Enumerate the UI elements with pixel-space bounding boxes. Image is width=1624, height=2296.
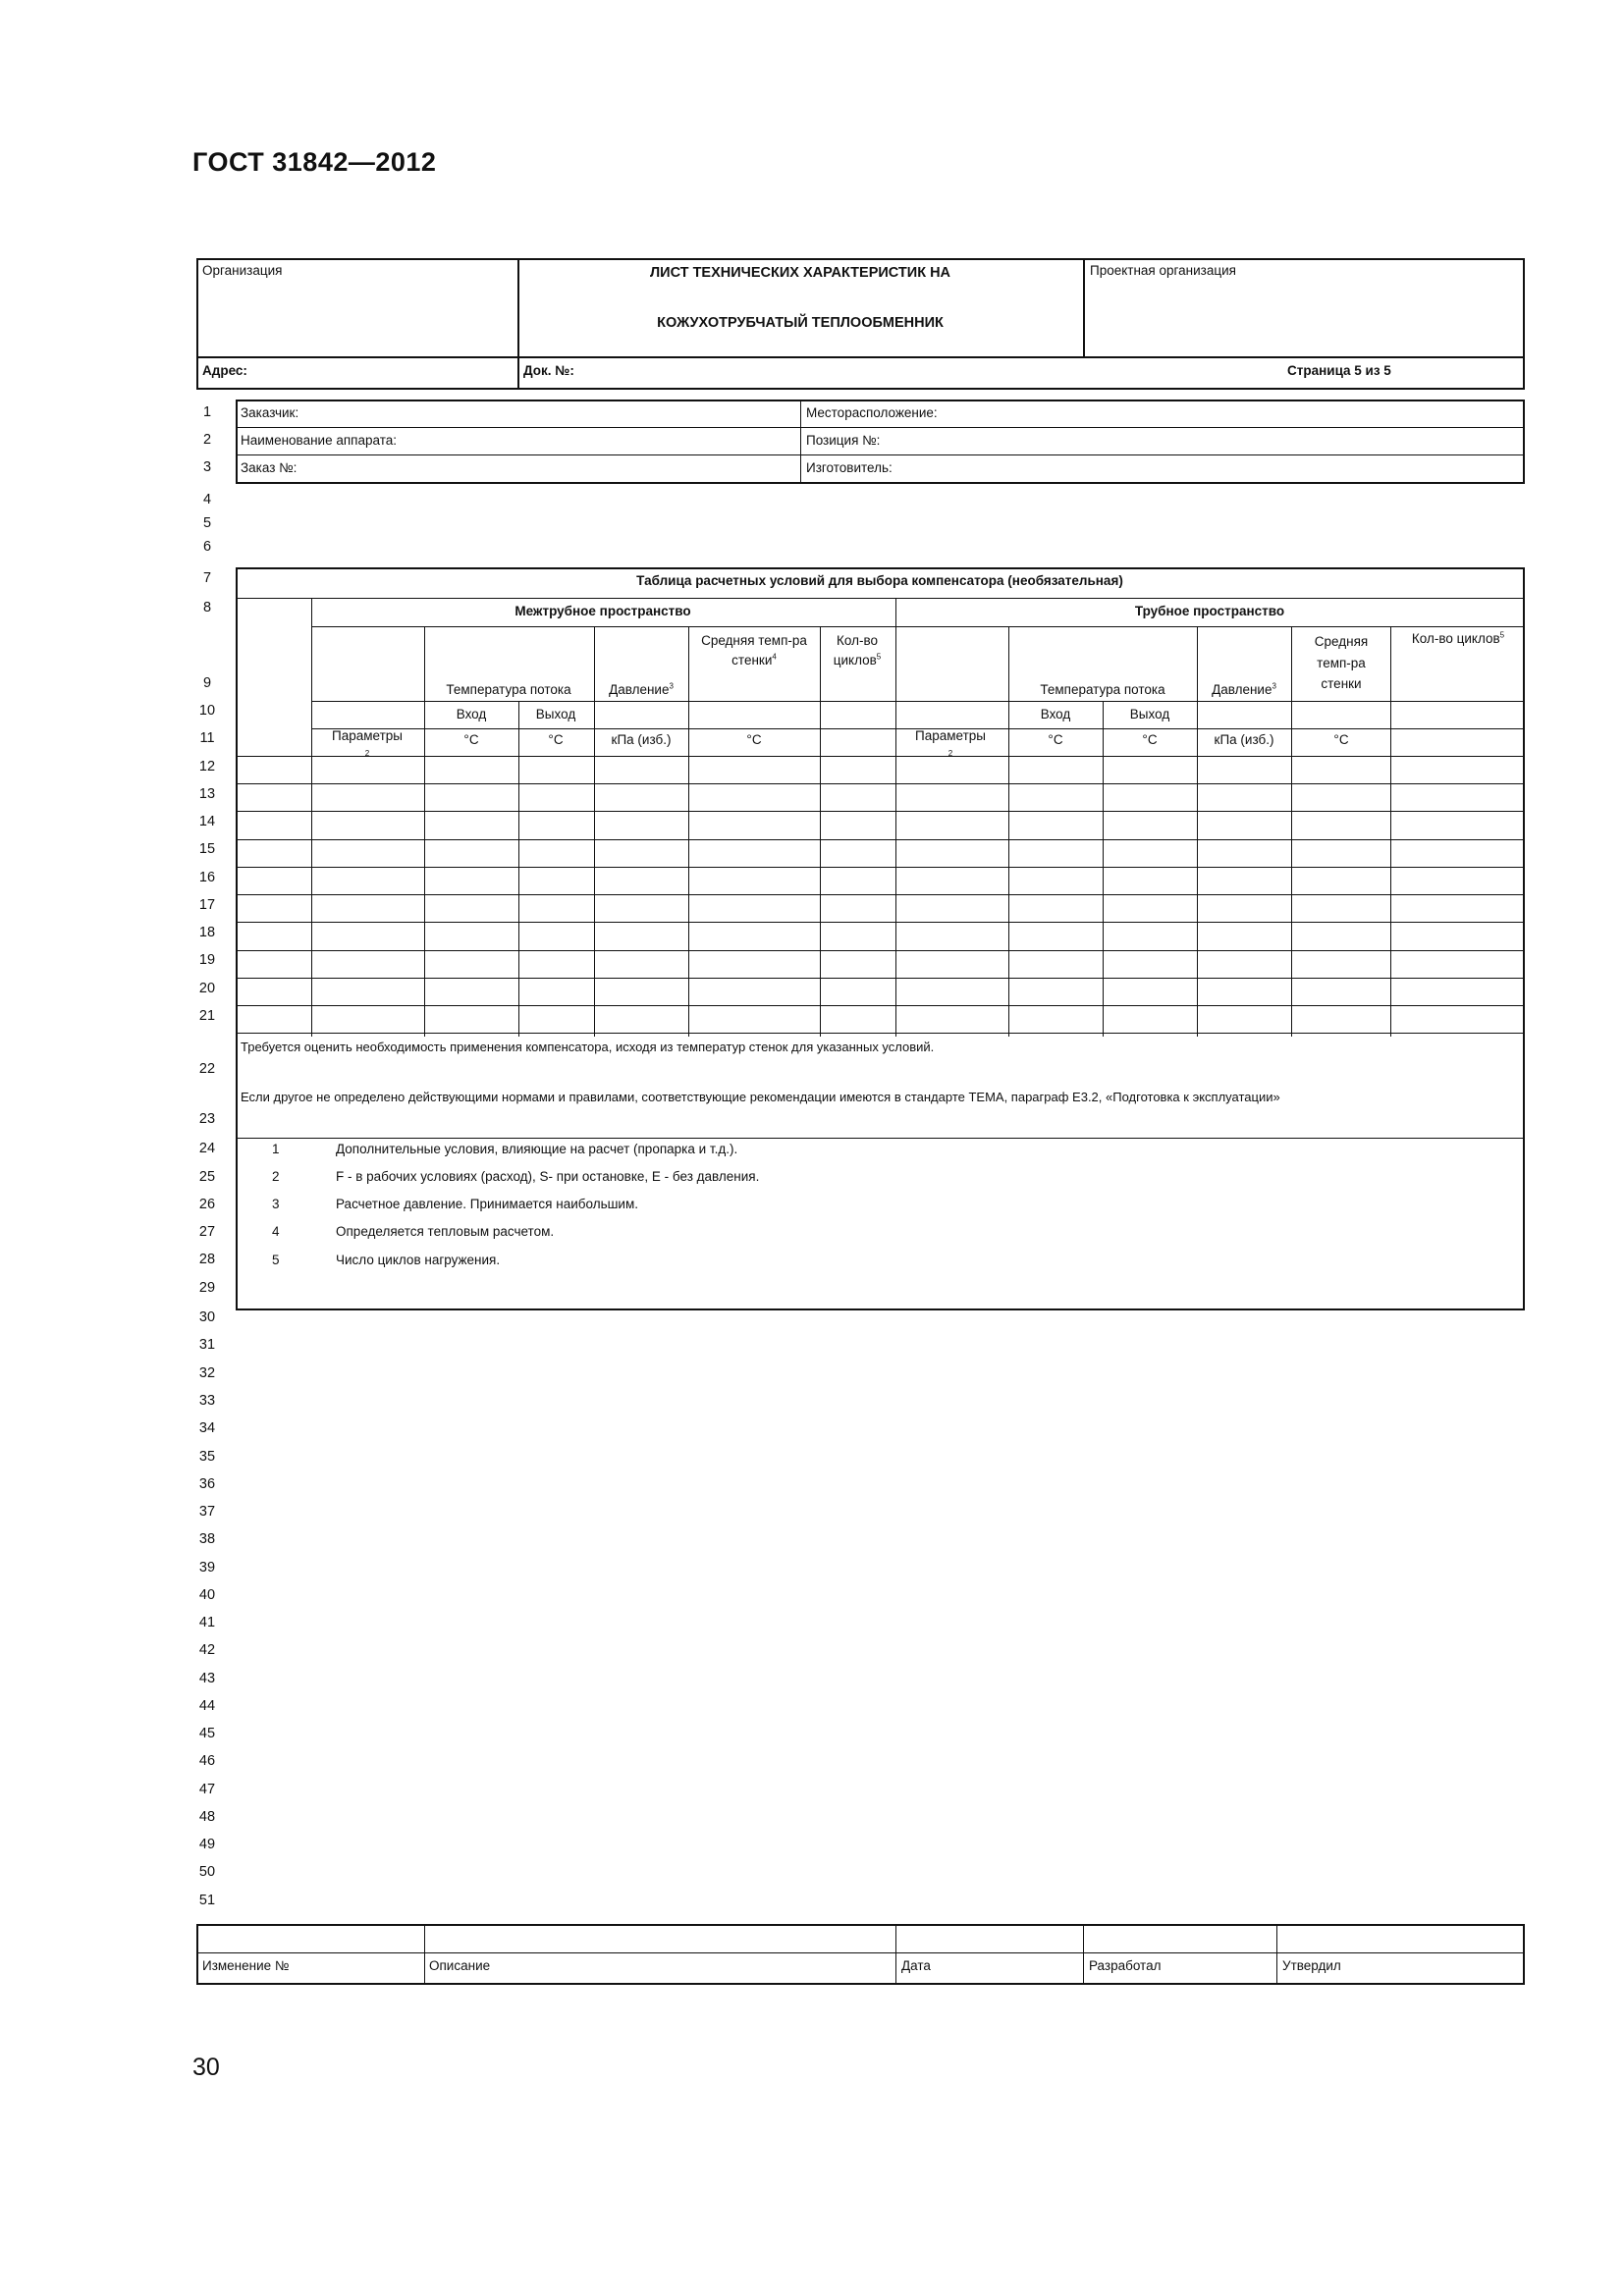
line-number: 37 [198,1504,216,1520]
line-number: 43 [198,1671,216,1686]
line-number: 8 [202,600,212,615]
unit-celsius: °C [1333,732,1349,747]
shell-parameters: Параметры 2 [332,728,403,759]
revision-table-line [1276,1925,1277,1984]
tube-outlet: Выход [1129,707,1170,721]
shell-cycles: Кол-во циклов$^5$ [833,633,882,668]
tube-avg-wall-temp: Средняя темп-ра стенки [1314,634,1369,692]
line-number: 51 [198,1893,216,1908]
location-label: Месторасположение: [806,405,938,420]
line-number: 11 [199,730,215,746]
footnote-number: 4 [272,1224,280,1239]
calc-table-line [237,756,1524,757]
organization-label: Организация [202,263,283,278]
tube-cycles: Кол-во циклов$^5$ [1411,630,1505,646]
footnote-number: 3 [272,1197,280,1211]
line-number: 23 [198,1111,216,1127]
calc-table-line [237,839,1524,840]
calc-note-line1: Требуется оценить необходимость применения компенсатора, исходя из температур стенок для указанных условий. [241,1040,935,1054]
design-organization-label: Проектная организация [1090,263,1236,278]
revision-table-line [1083,1925,1084,1984]
calc-table-line [311,701,1524,702]
calc-table-line [237,598,1524,599]
line-number: 27 [198,1224,216,1240]
page-of-label: Страница 5 из 5 [1287,363,1391,378]
line-number: 31 [198,1337,216,1353]
line-number: 29 [198,1280,216,1296]
unit-kpa: кПа (изб.) [1214,732,1274,747]
header-divider [1083,259,1085,357]
line-number: 7 [202,570,212,586]
doc-number-label: Док. №: [523,363,574,378]
shell-pressure: Давление$^3$ [609,681,674,697]
revision-table-line [424,1925,425,1984]
line-number: 36 [198,1476,216,1492]
line-number: 46 [198,1753,216,1769]
line-number: 20 [198,981,216,996]
footnote-text: F - в рабочих условиях (расход), S- при остановке, Е - без давления. [336,1169,760,1184]
order-label: Заказ №: [241,460,298,475]
calc-table-line [237,894,1524,895]
line-number: 10 [198,703,216,719]
line-number: 41 [198,1615,216,1630]
unit-celsius: °C [1142,732,1158,747]
unit-celsius: °C [1048,732,1063,747]
calc-table-line [895,598,896,1037]
position-label: Позиция №: [806,433,881,448]
customer-label: Заказчик: [241,405,299,420]
calc-table-line [1390,626,1391,1037]
calc-table-line [237,1138,1524,1139]
calc-table-title: Таблица расчетных условий для выбора компенсатора (необязательная) [636,573,1123,588]
line-number: 1 [202,404,212,420]
line-number: 39 [198,1560,216,1575]
footnote-text: Число циклов нагружения. [336,1253,501,1267]
line-number: 34 [198,1420,216,1436]
calc-table-line [820,626,821,1037]
revision-table-line [197,1952,1524,1953]
tube-flow-temperature: Температура потока [1040,682,1165,697]
calc-table-line [311,598,312,1037]
apparatus-name-label: Наименование аппарата: [241,433,397,448]
line-number: 49 [198,1837,216,1852]
info-divider [237,427,1524,428]
line-number: 24 [198,1141,216,1156]
address-label: Адрес: [202,363,247,378]
line-number: 9 [202,675,212,691]
line-number: 50 [198,1864,216,1880]
tube-parameters: Параметры 2 [915,728,986,759]
line-number: 14 [198,814,216,829]
calc-table-line [518,701,519,1037]
shell-outlet: Выход [535,707,576,721]
line-number: 48 [198,1809,216,1825]
line-number: 19 [198,952,216,968]
line-number: 32 [198,1365,216,1381]
calc-table-line [237,1005,1524,1006]
info-divider [237,454,1524,455]
calc-note-line2: Если другое не определено действующими нормами и правилами, соответствующие рекомендации имеются в стандарте ТЕМА, параграф Е3.2, «Подготовка к эксплуатации» [241,1090,1280,1104]
line-number: 42 [198,1642,216,1658]
calc-table-line [237,867,1524,868]
line-number: 26 [198,1197,216,1212]
calc-table-line [424,626,425,1037]
shell-flow-temperature: Температура потока [446,682,571,697]
line-number: 25 [198,1169,216,1185]
line-number: 22 [198,1061,216,1077]
approved-label: Утвердил [1282,1958,1341,1973]
date-label: Дата [901,1958,931,1973]
footnote-number: 1 [272,1142,280,1156]
line-number: 13 [198,786,216,802]
developed-label: Разработал [1089,1958,1162,1973]
calc-table-line [237,922,1524,923]
line-number: 44 [198,1698,216,1714]
calc-table-line [237,811,1524,812]
line-number: 5 [202,515,212,531]
header-divider [517,259,519,389]
shell-inlet: Вход [456,707,487,721]
unit-celsius: °C [463,732,479,747]
calc-table-line [688,626,689,1037]
info-divider [800,400,801,483]
line-number: 15 [198,841,216,857]
line-number: 21 [198,1008,216,1024]
calc-table-line [594,626,595,1037]
tube-inlet: Вход [1040,707,1071,721]
calc-table-line [1291,626,1292,1037]
shell-avg-wall-temp: Средняя темп-ра стенки$^4$ [701,633,807,668]
line-number: 4 [202,492,212,507]
line-number: 18 [198,925,216,940]
header-divider [197,356,1524,358]
tube-pressure: Давление$^3$ [1212,681,1276,697]
unit-kpa: кПа (изб.) [611,732,672,747]
manufacturer-label: Изготовитель: [806,460,893,475]
sheet-title-line2: КОЖУХОТРУБЧАТЫЙ ТЕПЛООБМЕННИК [657,315,944,331]
line-number: 38 [198,1531,216,1547]
calc-table-line [1008,626,1009,1037]
calc-table-line [237,1033,1524,1034]
footnote-number: 2 [272,1169,280,1184]
description-label: Описание [429,1958,491,1973]
unit-celsius: °C [548,732,564,747]
calc-table-line [237,950,1524,951]
line-number: 30 [198,1309,216,1325]
line-number: 17 [198,897,216,913]
tube-side-header: Трубное пространство [1134,604,1285,618]
calc-table-line [237,978,1524,979]
revision-table [196,1924,1525,1985]
footnote-text: Расчетное давление. Принимается наибольшим. [336,1197,639,1211]
line-number: 2 [202,432,212,448]
line-number: 6 [202,539,212,555]
line-number: 28 [198,1252,216,1267]
line-number: 33 [198,1393,216,1409]
line-number: 47 [198,1782,216,1797]
unit-celsius: °C [746,732,762,747]
line-number: 16 [198,870,216,885]
footnote-number: 5 [272,1253,280,1267]
line-number: 45 [198,1726,216,1741]
calc-table-line [237,783,1524,784]
footnote-text: Дополнительные условия, влияющие на расчет (пропарка и т.д.). [336,1142,738,1156]
calc-table-line [1103,701,1104,1037]
line-number: 3 [202,459,212,475]
sheet-title-line1: ЛИСТ ТЕХНИЧЕСКИХ ХАРАКТЕРИСТИК НА [649,265,951,281]
calc-table-line [311,626,1524,627]
line-number: 35 [198,1449,216,1465]
line-number: 12 [198,759,216,774]
shell-side-header: Межтрубное пространство [514,604,691,618]
revision-table-line [895,1925,896,1984]
document-standard: ГОСТ 31842—2012 [192,147,437,177]
calc-table-line [1197,626,1198,1037]
page-number: 30 [192,2054,220,2081]
change-no-label: Изменение № [202,1958,290,1973]
footnote-text: Определяется тепловым расчетом. [336,1224,555,1239]
line-number: 40 [198,1587,216,1603]
